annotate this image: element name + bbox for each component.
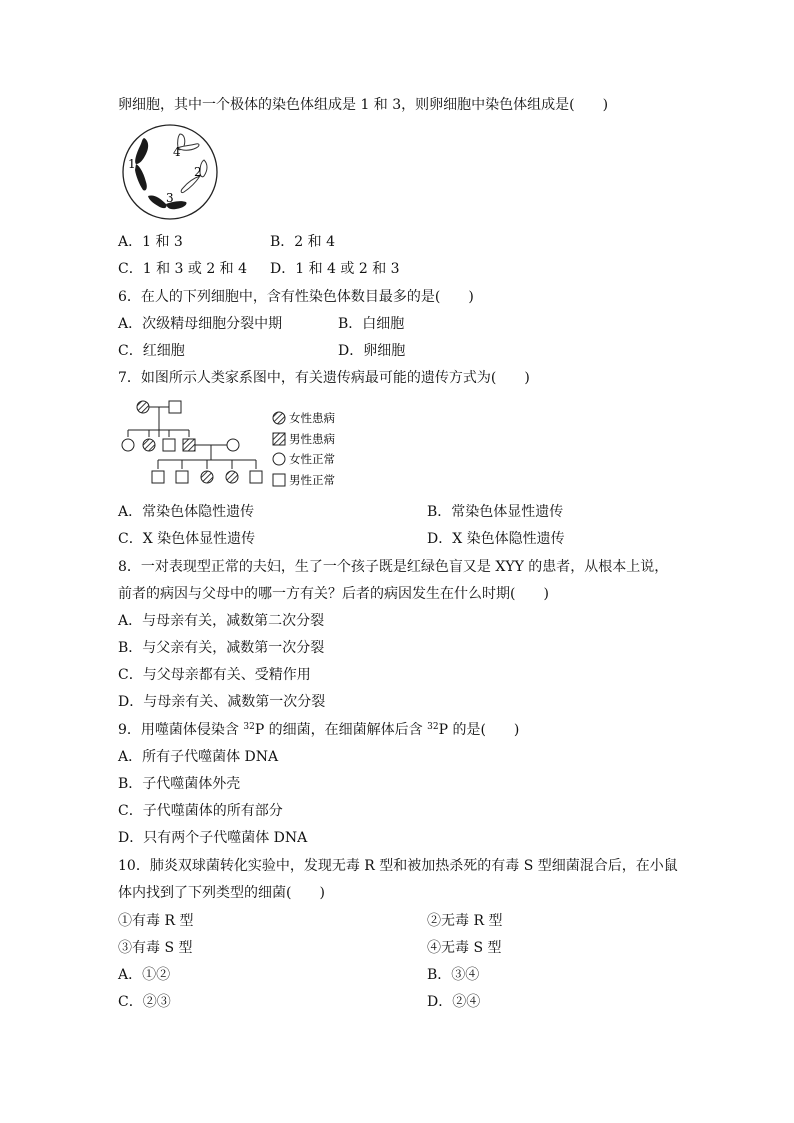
- label-1: 1: [128, 157, 136, 171]
- q8-stem-line2: 前者的病因与父母中的哪一方有关？后者的病因发生在什么时期( ): [118, 586, 549, 602]
- chromosome-4: [178, 134, 199, 150]
- legend-male-normal: 男性正常: [289, 473, 335, 487]
- legend-male-affected-symbol: [273, 433, 285, 445]
- q9-isotope-1: 32: [243, 722, 255, 732]
- q10-option-b: B．③④: [427, 967, 480, 983]
- q5-option-a: A．1 和 3: [118, 234, 183, 250]
- q8-stem-line1: 8．一对表现型正常的夫妇，生了一个孩子既是红绿色盲又是 XYY 的患者，从根本上说，: [118, 559, 669, 575]
- legend-female-affected: 女性患病: [289, 411, 335, 425]
- pedigree-iii1-male-normal: [152, 471, 164, 483]
- legend-female-normal-symbol: [273, 453, 285, 465]
- pedigree-iii5-male-normal: [250, 471, 262, 483]
- pedigree-ii2-female-affected: [143, 439, 155, 451]
- q10-stem-line1: 10．肺炎双球菌转化实验中，发现无毒 R 型和被加热杀死的有毒 S 型细菌混合后，在小鼠: [118, 858, 678, 874]
- q5-option-c: C．1 和 3 或 2 和 4: [118, 261, 248, 277]
- q7-option-b: B．常染色体显性遗传: [427, 504, 564, 520]
- q10-option-c: C．②③: [118, 994, 171, 1010]
- q9-stem-part-b: P 的细菌，在细菌解体后含: [254, 722, 428, 738]
- pedigree-ii4-male-affected: [183, 439, 195, 451]
- q10-item-1: ①有毒 R 型: [118, 913, 194, 929]
- q9-option-c: C．子代噬菌体的所有部分: [118, 803, 283, 819]
- q9-option-d: D．只有两个子代噬菌体 DNA: [118, 830, 308, 846]
- pedigree-ii1-female-normal: [122, 439, 134, 451]
- q10-item-4: ④无毒 S 型: [427, 940, 502, 956]
- q7-option-a: A．常染色体隐性遗传: [118, 504, 255, 520]
- q7-stem: 7．如图所示人类家系图中，有关遗传病最可能的遗传方式为( ): [118, 370, 530, 386]
- q6-option-d: D．卵细胞: [338, 343, 406, 359]
- legend-female-affected-symbol: [273, 412, 285, 424]
- q9-option-a: A．所有子代噬菌体 DNA: [118, 749, 279, 765]
- q9-isotope-2: 32: [427, 722, 439, 732]
- q10-item-3: ③有毒 S 型: [118, 940, 193, 956]
- cell-chromosome-figure: [118, 124, 222, 220]
- q9-stem: [118, 721, 519, 739]
- pedigree-i1-female-affected: [137, 401, 149, 413]
- legend-male-affected: 男性患病: [289, 432, 335, 446]
- legend-male-normal-symbol: [273, 474, 285, 486]
- q7-option-c: C．X 染色体显性遗传: [118, 531, 256, 547]
- pedigree-i2-male-normal: [169, 401, 181, 413]
- q8-option-b: B．与父亲有关，减数第一次分裂: [118, 640, 325, 656]
- q10-item-2: ②无毒 R 型: [427, 913, 503, 929]
- pedigree-iii2-male-normal: [176, 471, 188, 483]
- label-3: 3: [166, 191, 174, 205]
- q6-option-a: A．次级精母细胞分裂中期: [118, 316, 283, 332]
- q5-stem-tail: 卵细胞，其中一个极体的染色体组成是 1 和 3，则卵细胞中染色体组成是( ): [118, 97, 609, 113]
- chromosome-1: [135, 138, 148, 191]
- q8-option-a: A．与母亲有关，减数第二次分裂: [118, 613, 325, 629]
- q10-option-a: A．①②: [118, 967, 171, 983]
- legend-female-normal: 女性正常: [289, 452, 335, 466]
- label-4: 4: [173, 145, 181, 159]
- pedigree-ii5-female-normal: [227, 439, 239, 451]
- q8-option-d: D．与母亲有关、减数第一次分裂: [118, 694, 326, 710]
- q8-option-c: C．与父母亲都有关、受精作用: [118, 667, 311, 683]
- pedigree-iii4-female-affected: [226, 471, 238, 483]
- pedigree-chart: [118, 396, 348, 492]
- q9-option-b: B．子代噬菌体外壳: [118, 776, 241, 792]
- q6-option-b: B．白细胞: [338, 316, 405, 332]
- q6-option-c: C．红细胞: [118, 343, 185, 359]
- pedigree-ii3-male-normal: [163, 439, 175, 451]
- q10-stem-line2: 体内找到了下列类型的细菌( ): [118, 885, 325, 901]
- q6-stem: 6．在人的下列细胞中，含有性染色体数目最多的是( ): [118, 289, 474, 305]
- q7-option-d: D．X 染色体隐性遗传: [427, 531, 565, 547]
- q10-option-d: D．②④: [427, 994, 481, 1010]
- pedigree-iii3-female-affected: [201, 471, 213, 483]
- q5-option-b: B．2 和 4: [270, 234, 336, 250]
- q9-stem-part-c: P 的是( ): [438, 722, 520, 738]
- q9-stem-part-a: 9．用噬菌体侵染含: [118, 722, 244, 738]
- q5-option-d: D．1 和 4 或 2 和 3: [270, 261, 400, 277]
- label-2: 2: [194, 165, 202, 179]
